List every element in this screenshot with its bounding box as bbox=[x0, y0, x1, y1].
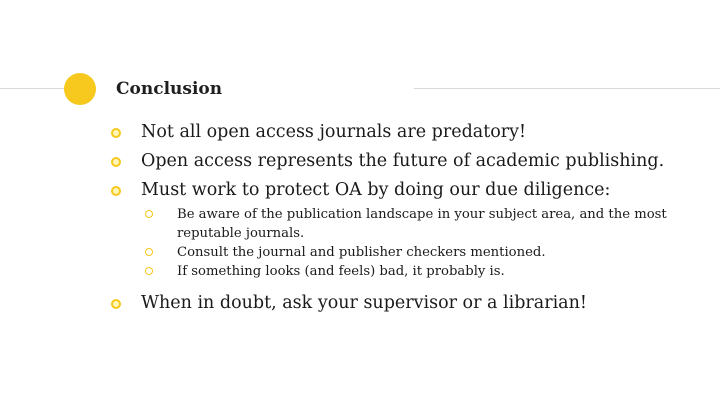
subbullet-list bbox=[145, 205, 670, 281]
bullet-text: Must work to protect OA by doing our due diligence: bbox=[141, 180, 611, 200]
bullet-item bbox=[110, 178, 670, 281]
subbullet-text: If something looks (and feels) bad, it probably is. bbox=[177, 264, 505, 279]
yellow-bullet-icon bbox=[111, 157, 121, 167]
subbullet-text: Consult the journal and publisher checkers mentioned. bbox=[177, 245, 546, 260]
yellow-bullet-icon bbox=[111, 186, 121, 196]
bullet-text: Open access represents the future of academic publishing. bbox=[141, 151, 665, 171]
slide-title: Conclusion bbox=[116, 79, 223, 99]
bullet-text: Not all open access journals are predatory! bbox=[141, 122, 527, 142]
subbullet-item bbox=[145, 243, 677, 262]
yellow-bullet-icon bbox=[111, 299, 121, 309]
subbullet-item bbox=[145, 262, 677, 281]
subbullet-text: Be aware of the publication landscape in your subject area, and the most reputable journals. bbox=[177, 207, 667, 241]
bullet-list bbox=[110, 120, 670, 320]
subbullet-item bbox=[145, 205, 677, 243]
hollow-bullet-icon bbox=[145, 267, 153, 275]
bullet-item bbox=[110, 120, 670, 145]
bullet-item bbox=[110, 291, 670, 316]
title-rule-left bbox=[0, 88, 70, 89]
hollow-bullet-icon bbox=[145, 248, 153, 256]
bullet-text: When in doubt, ask your supervisor or a librarian! bbox=[141, 293, 587, 313]
title-rule-right bbox=[414, 88, 720, 89]
bullet-item bbox=[110, 149, 670, 174]
title-circle-icon bbox=[64, 73, 96, 105]
hollow-bullet-icon bbox=[145, 210, 153, 218]
yellow-bullet-icon bbox=[111, 128, 121, 138]
